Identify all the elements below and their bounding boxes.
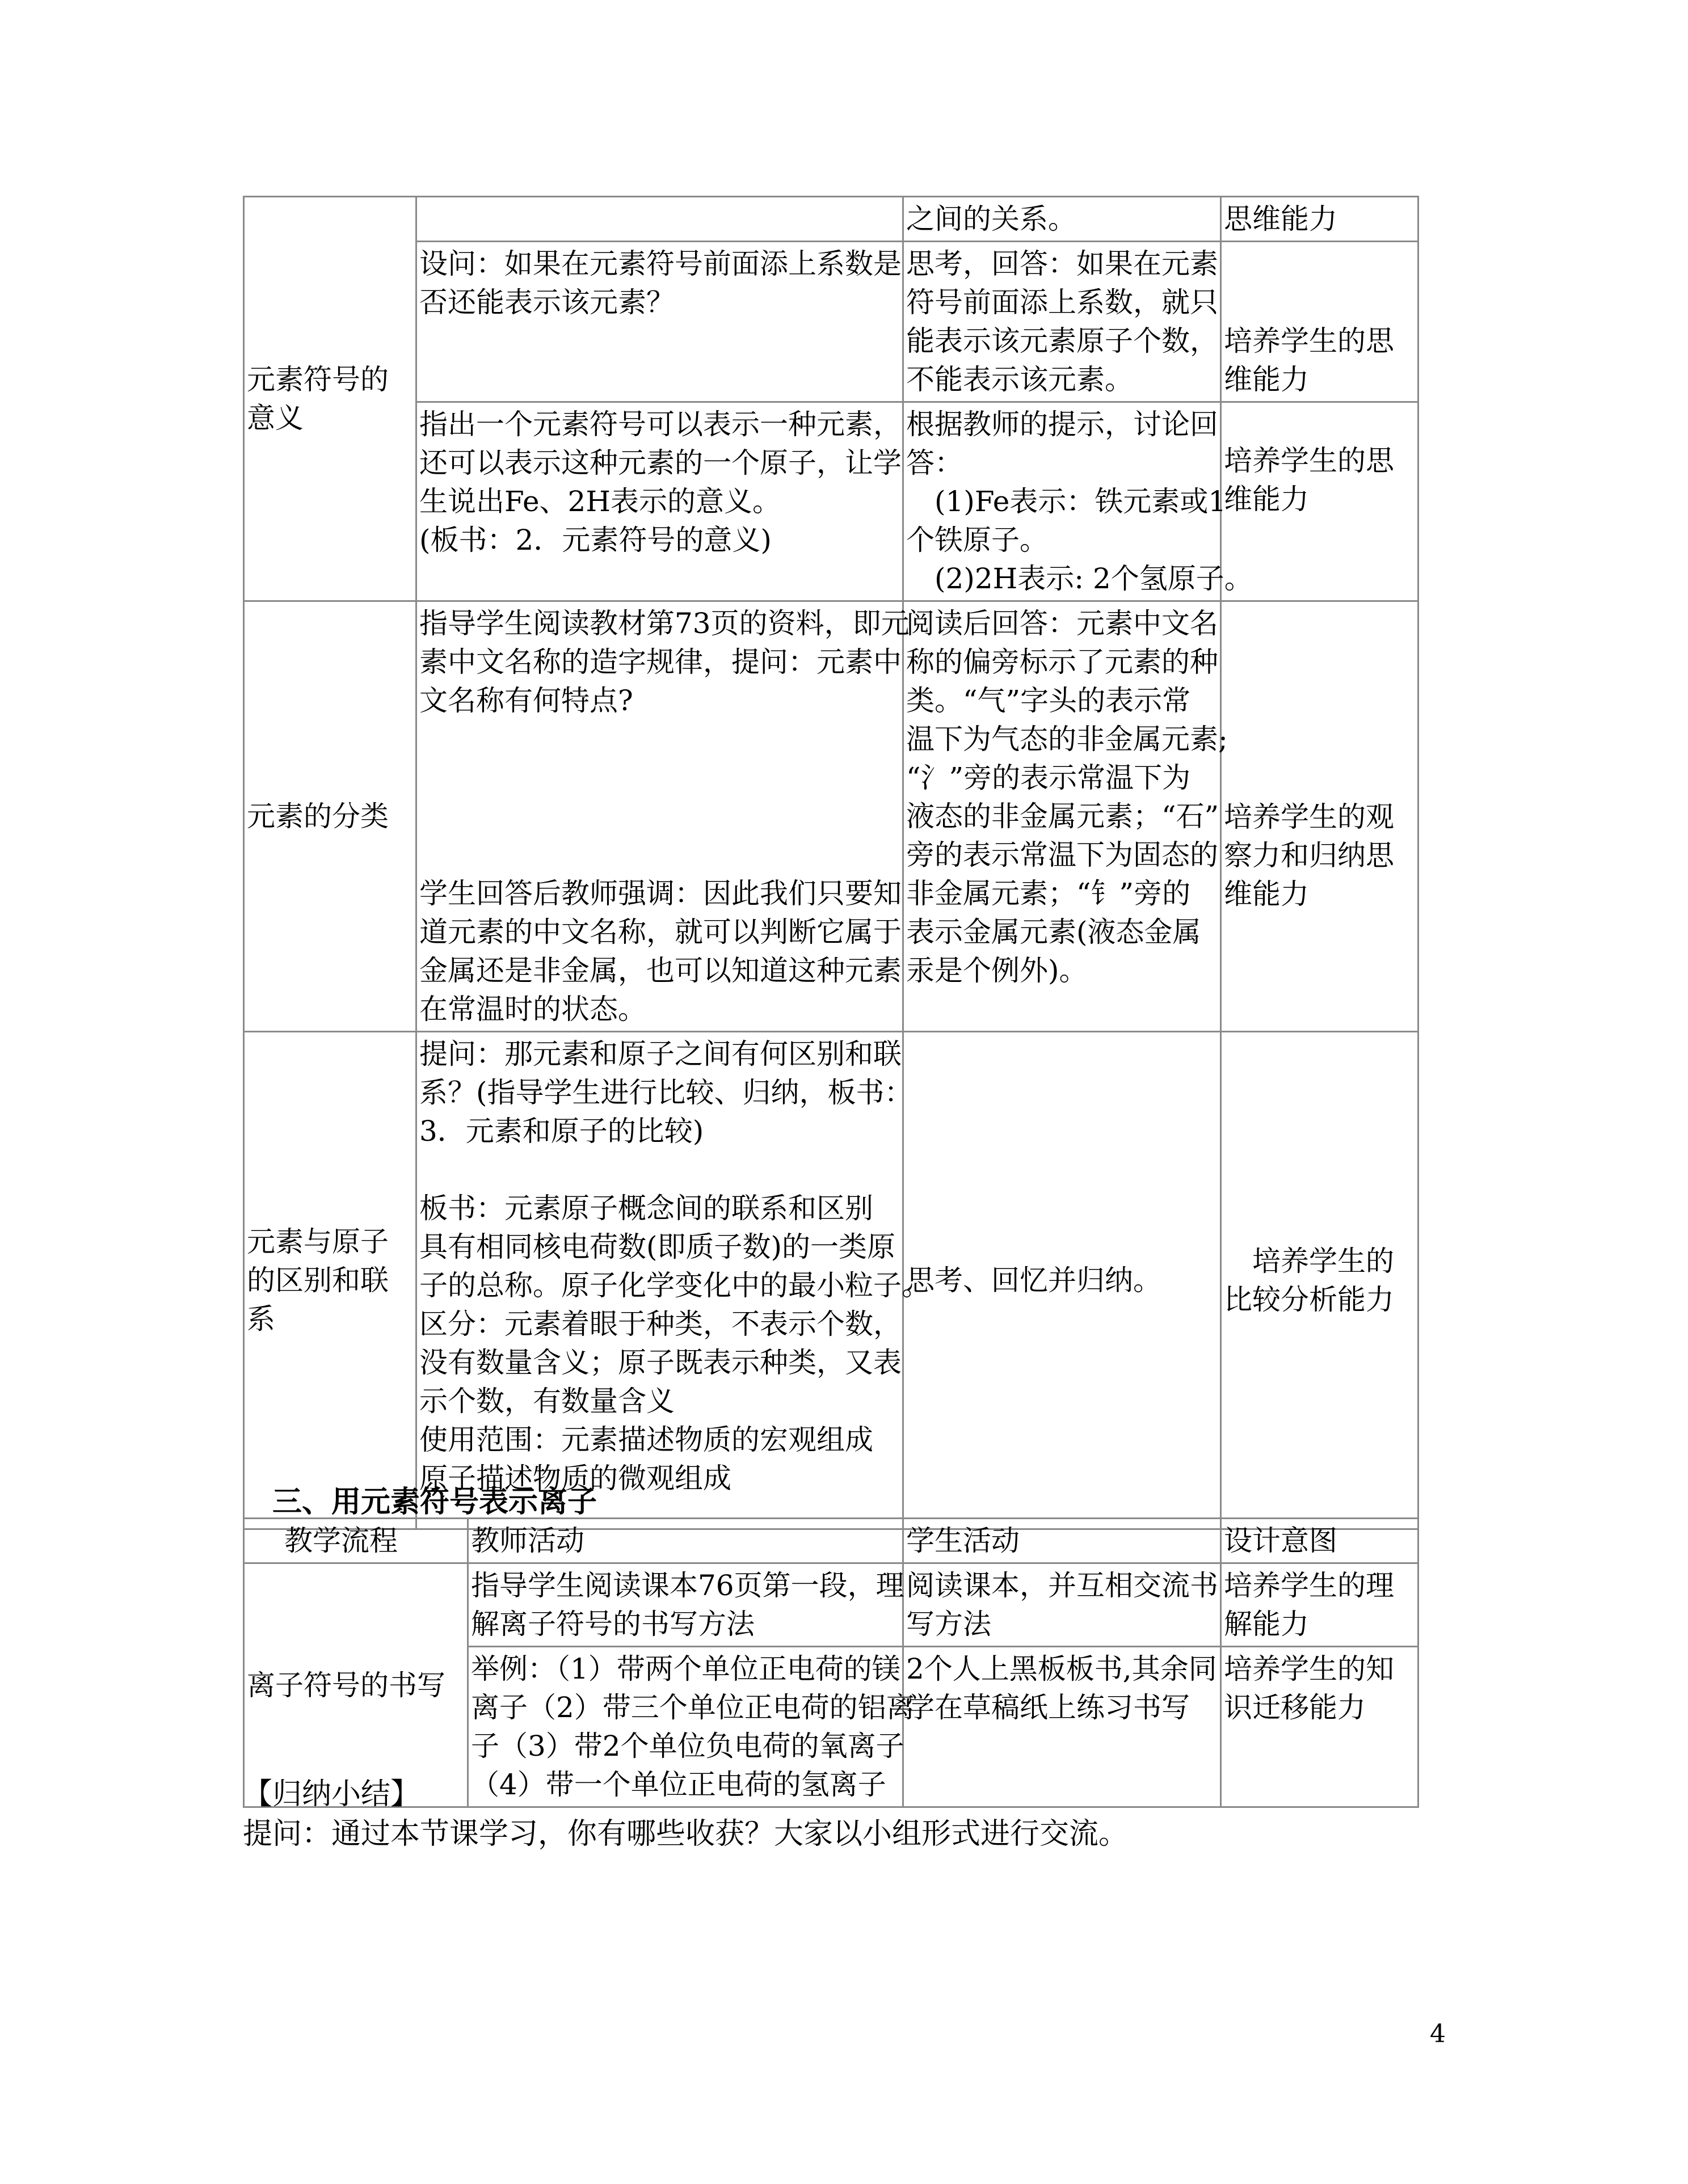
teacher-line: 解离子符号的书写方法 <box>471 1608 755 1641</box>
teacher-line: 提问：那元素和原子之间有何区别和联 <box>419 1038 902 1070</box>
teacher-cell <box>468 1647 915 1807</box>
topic-cell <box>244 1032 416 1529</box>
student-cell <box>903 1032 1221 1529</box>
teacher-line: 具有相同核电荷数(即质子数)的一类原 <box>419 1230 896 1263</box>
summary-heading: 【归纳小结】 <box>243 1777 420 1811</box>
ion-symbol-table <box>243 1517 1419 1808</box>
student-line: 不能表示该元素。 <box>906 363 1133 396</box>
teacher-line: 文名称有何特点? <box>419 684 633 717</box>
student-cell <box>903 402 1253 601</box>
student-line: 个铁原子。 <box>906 524 1048 556</box>
student-line: 非金属元素；“钅”旁的 <box>906 877 1191 910</box>
student-line: 表示金属元素(液态金属 <box>906 916 1201 948</box>
summary-text: 提问：通过本节课学习，你有哪些收获？大家以小组形式进行交流。 <box>243 1817 1129 1851</box>
student-line: 称的偏旁标示了元素的种 <box>906 646 1218 678</box>
intent-line: 维能力 <box>1224 878 1309 910</box>
table-header-row <box>244 1519 1418 1563</box>
intent-line: 思维能力 <box>1224 203 1337 235</box>
teacher-cell <box>416 1032 930 1529</box>
topic-cell <box>244 197 416 601</box>
teacher-line: 示个数，有数量含义 <box>419 1385 675 1418</box>
student-line: 思考，回答：如果在元素 <box>906 247 1218 280</box>
student-cell <box>903 601 1228 1032</box>
teacher-line: （4）带一个单位正电荷的氢离子 <box>471 1768 886 1801</box>
teacher-line: 使用范围：元素描述物质的宏观组成 <box>419 1423 873 1456</box>
teacher-line: 子的总称。原子化学变化中的最小粒子。 <box>419 1269 930 1302</box>
student-line: 阅读课本，并互相交流书 <box>906 1569 1218 1602</box>
student-line: 液态的非金属元素；“石” <box>906 800 1219 833</box>
teacher-cell <box>416 242 903 402</box>
student-cell <box>903 242 1221 402</box>
header-cell: 设计意图 <box>1221 1519 1418 1563</box>
teacher-cell <box>416 197 903 242</box>
intent-line: 解能力 <box>1224 1608 1309 1641</box>
teacher-line: 区分：元素着眼于种类，不表示个数， <box>419 1308 902 1340</box>
teacher-line: 原子描述物质的微观组成 <box>419 1462 731 1495</box>
student-cell <box>903 1647 1221 1807</box>
topic-line: 意义 <box>247 402 304 435</box>
student-line: 旁的表示常温下为固态的 <box>906 838 1218 871</box>
intent-cell <box>1221 197 1418 242</box>
intent-cell <box>1221 1032 1418 1529</box>
teacher-line: 道元素的中文名称，就可以判断它属于 <box>419 916 902 948</box>
student-line: 思考、回忆并归纳。 <box>906 1264 1161 1297</box>
teacher-line: 离子（2）带三个单位正电荷的铝离 <box>471 1691 915 1724</box>
intent-line: 培养学生的知 <box>1224 1652 1394 1685</box>
teacher-cell <box>416 402 903 601</box>
teacher-line: 板书：元素原子概念间的联系和区别 <box>419 1192 873 1225</box>
intent-line: 培养学生的思 <box>1224 444 1394 477</box>
student-line: (1)Fe表示：铁元素或1 <box>934 485 1227 518</box>
teacher-line: 金属还是非金属，也可以知道这种元素 <box>419 954 902 987</box>
teacher-line: 指导学生阅读教材第73页的资料，即元 <box>419 607 910 640</box>
teacher-line: 素中文名称的造字规律，提问：元素中 <box>419 646 902 678</box>
teacher-line: 设问：如果在元素符号前面添上系数是 <box>419 247 902 280</box>
intent-line: 培养学生的观 <box>1224 800 1394 833</box>
student-cell <box>903 197 1221 242</box>
topic-line: 离子符号的书写 <box>247 1668 445 1702</box>
student-line: 学在草稿纸上练习书写 <box>906 1691 1190 1724</box>
topic-line: 的区别和联 <box>247 1264 389 1297</box>
student-line: 答： <box>906 446 963 479</box>
student-line: 类。“气”字头的表示常 <box>906 684 1191 717</box>
intent-line: 察力和归纳思 <box>1224 839 1394 872</box>
page-number: 4 <box>1430 2019 1446 2048</box>
teacher-line: 子（3）带2个单位负电荷的氧离子 <box>471 1730 904 1763</box>
student-line: 之间的关系。 <box>906 203 1076 235</box>
student-cell <box>903 1563 1221 1647</box>
topic-line: 元素的分类 <box>247 800 389 833</box>
intent-cell <box>1221 1563 1418 1647</box>
table-row <box>244 1032 1418 1529</box>
topic-line: 元素与原子 <box>247 1225 389 1258</box>
teacher-line: 在常温时的状态。 <box>419 993 646 1026</box>
intent-line: 识迁移能力 <box>1224 1691 1366 1724</box>
table-row <box>244 1563 1418 1647</box>
student-line: 写方法 <box>906 1608 991 1641</box>
topic-line: 元素符号的 <box>247 363 389 396</box>
student-line: (2)2H表示: 2个氢原子。 <box>934 562 1253 595</box>
table-row <box>244 242 1418 402</box>
teacher-line: 指导学生阅读课本76页第一段，理 <box>471 1569 904 1602</box>
lesson-table-part2 <box>243 196 1419 1530</box>
teacher-line: 3．元素和原子的比较) <box>419 1115 704 1148</box>
student-line: 温下为气态的非金属元素; <box>906 723 1228 756</box>
table-row <box>244 402 1418 601</box>
teacher-line: 没有数量含义；原子既表示种类，又表 <box>419 1346 902 1379</box>
teacher-line: 还可以表示这种元素的一个原子，让学 <box>419 446 902 479</box>
intent-cell <box>1221 242 1418 402</box>
table-row <box>244 601 1418 1032</box>
intent-cell <box>1221 1647 1418 1807</box>
intent-line: 比较分析能力 <box>1224 1283 1394 1316</box>
intent-line: 维能力 <box>1224 363 1309 396</box>
teacher-line: 学生回答后教师强调：因此我们只要知 <box>419 877 902 910</box>
section-heading: 三、用元素符号表示离子 <box>272 1485 597 1519</box>
teacher-line: 指出一个元素符号可以表示一种元素， <box>419 408 902 441</box>
intent-line: 培养学生的 <box>1252 1245 1394 1277</box>
topic-line: 系 <box>247 1302 275 1335</box>
teacher-line: 否还能表示该元素？ <box>419 286 675 319</box>
intent-cell <box>1221 601 1418 1032</box>
teacher-cell <box>416 601 910 1032</box>
teacher-line: 系？(指导学生进行比较、归纳，板书： <box>419 1076 913 1109</box>
teacher-line: 生说出Fe、2H表示的意义。 <box>419 485 781 518</box>
teacher-cell <box>468 1563 903 1647</box>
student-line: 能表示该元素原子个数， <box>906 324 1218 357</box>
student-line: 符号前面添上系数，就只 <box>906 286 1218 319</box>
intent-line: 培养学生的思 <box>1224 324 1394 357</box>
intent-line: 维能力 <box>1224 483 1309 516</box>
table-row <box>244 197 1418 242</box>
teacher-line: 举例：（1）带两个单位正电荷的镁 <box>471 1652 900 1685</box>
student-line: “氵”旁的表示常温下为 <box>906 761 1191 794</box>
header-cell: 教学流程 <box>244 1519 468 1563</box>
student-line: 根据教师的提示，讨论回 <box>906 408 1218 441</box>
intent-line: 培养学生的理 <box>1224 1569 1394 1602</box>
student-line: 2个人上黑板板书,其余同 <box>906 1652 1217 1685</box>
header-cell: 教师活动 <box>468 1519 903 1563</box>
student-line: 汞是个例外)。 <box>906 954 1088 987</box>
teacher-line: (板书：2．元素符号的意义) <box>419 524 772 556</box>
student-line: 阅读后回答：元素中文名 <box>906 607 1218 640</box>
header-cell: 学生活动 <box>903 1519 1221 1563</box>
topic-cell <box>244 601 416 1032</box>
